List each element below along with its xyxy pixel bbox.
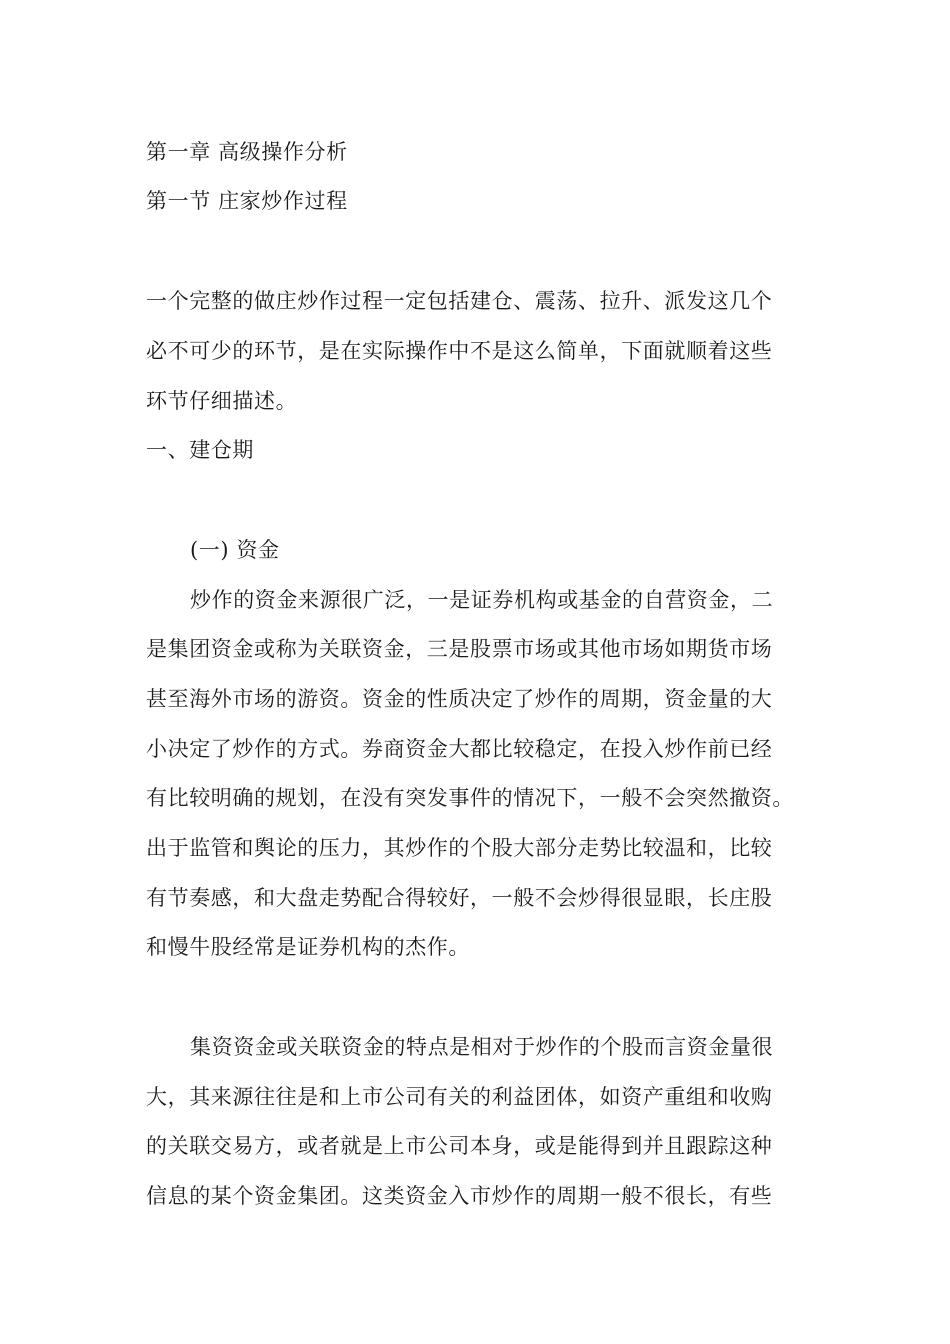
heading-construction-period: 一、建仓期 bbox=[146, 438, 254, 462]
paragraph-line: 有节奏感，和大盘走势配合得较好，一般不会炒得很显眼，长庄股 bbox=[146, 886, 773, 910]
intro-line: 环节仔细描述。 bbox=[146, 389, 298, 413]
intro-line: 必不可少的环节，是在实际操作中不是这么简单，下面就顺着这些 bbox=[146, 339, 773, 363]
paragraph-line: 信息的某个资金集团。这类资金入市炒作的周期一般不很长，有些 bbox=[146, 1184, 773, 1208]
paragraph-line: 和慢牛股经常是证券机构的杰作。 bbox=[146, 935, 470, 959]
intro-line: 一个完整的做庄炒作过程一定包括建仓、震荡、拉升、派发这几个 bbox=[146, 289, 773, 313]
chapter-title: 第一章 高级操作分析 bbox=[146, 140, 348, 164]
paragraph-line: 是集团资金或称为关联资金，三是股票市场或其他市场如期货市场 bbox=[146, 637, 773, 661]
paragraph-line: 有比较明确的规划，在没有突发事件的情况下，一般不会突然撤资。 bbox=[146, 786, 794, 810]
paragraph-line: 的关联交易方，或者就是上市公司本身，或是能得到并且跟踪这种 bbox=[146, 1134, 773, 1158]
subheading-funds: (一) 资金 bbox=[190, 538, 280, 562]
paragraph-line: 出于监管和舆论的压力，其炒作的个股大部分走势比较温和，比较 bbox=[146, 836, 773, 860]
paragraph-line: 集资资金或关联资金的特点是相对于炒作的个股而言资金量很 bbox=[190, 1035, 774, 1059]
paragraph-line: 炒作的资金来源很广泛，一是证券机构或基金的自营资金，二 bbox=[190, 588, 774, 612]
paragraph-line: 甚至海外市场的游资。资金的性质决定了炒作的周期，资金量的大 bbox=[146, 687, 773, 711]
section-title: 第一节 庄家炒作过程 bbox=[146, 189, 348, 213]
paragraph-line: 小决定了炒作的方式。券商资金大都比较稳定，在投入炒作前已经 bbox=[146, 737, 773, 761]
paragraph-line: 大，其来源往往是和上市公司有关的利益团体，如资产重组和收购 bbox=[146, 1085, 773, 1109]
